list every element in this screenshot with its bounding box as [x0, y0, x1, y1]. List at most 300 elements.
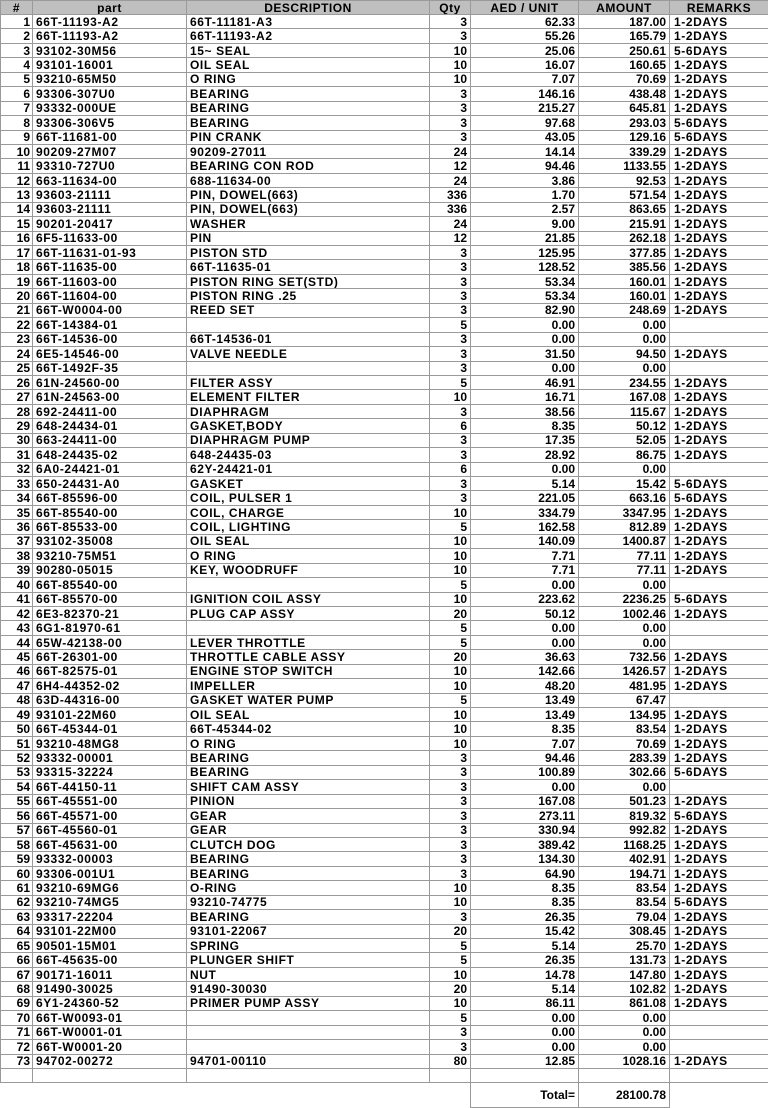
unit-price-cell: 14.78 [471, 967, 579, 981]
quantity-cell: 10 [430, 390, 471, 404]
row-number-cell: 24 [1, 347, 33, 361]
amount-cell: 861.08 [579, 996, 670, 1010]
remarks-cell: 1-2DAYS [670, 563, 768, 577]
unit-price-cell: 64.90 [471, 866, 579, 880]
table-row [1, 505, 768, 519]
unit-price-cell: 142.66 [471, 664, 579, 678]
quantity-cell: 3 [430, 361, 471, 375]
part-number-cell: 648-24435-02 [33, 448, 187, 462]
description-cell: O RING [187, 72, 430, 86]
unit-price-cell: 0.00 [471, 462, 579, 476]
unit-price-cell: 0.00 [471, 1011, 579, 1025]
description-cell: ELEMENT FILTER [187, 390, 430, 404]
table-row [1, 967, 768, 981]
spacer-cell [33, 1068, 187, 1082]
quantity-cell: 10 [430, 505, 471, 519]
description-cell: VALVE NEEDLE [187, 347, 430, 361]
part-number-cell: 66T-W0001-01 [33, 1025, 187, 1039]
amount-cell: 234.55 [579, 375, 670, 389]
row-number-cell: 50 [1, 722, 33, 736]
part-number-cell: 66T-45631-00 [33, 837, 187, 851]
spacer-cell [471, 1068, 579, 1082]
part-number-cell: 93210-75M51 [33, 549, 187, 563]
remarks-cell: 1-2DAYS [670, 823, 768, 837]
description-cell: O RING [187, 736, 430, 750]
unit-price-cell: 16.07 [471, 58, 579, 72]
amount-cell: 339.29 [579, 144, 670, 158]
description-cell: PLUG CAP ASSY [187, 606, 430, 620]
amount-cell: 15.42 [579, 477, 670, 491]
row-number-cell: 32 [1, 462, 33, 476]
part-number-cell: 663-11634-00 [33, 173, 187, 187]
table-footer [1, 1068, 768, 1107]
amount-cell: 1133.55 [579, 159, 670, 173]
amount-cell: 812.89 [579, 520, 670, 534]
unit-price-cell: 0.00 [471, 780, 579, 794]
table-row [1, 895, 768, 909]
table-row [1, 462, 768, 476]
part-number-cell: 692-24411-00 [33, 404, 187, 418]
row-number-cell: 65 [1, 939, 33, 953]
part-number-cell: 90209-27M07 [33, 144, 187, 158]
table-row [1, 433, 768, 447]
remarks-cell: 1-2DAYS [670, 794, 768, 808]
unit-price-cell: 86.11 [471, 996, 579, 1010]
row-number-cell: 60 [1, 866, 33, 880]
table-row [1, 621, 768, 635]
unit-price-cell: 26.35 [471, 910, 579, 924]
unit-price-cell: 0.00 [471, 621, 579, 635]
amount-cell: 0.00 [579, 578, 670, 592]
amount-cell: 0.00 [579, 1040, 670, 1054]
quantity-cell: 10 [430, 664, 471, 678]
quantity-cell: 3 [430, 87, 471, 101]
unit-price-cell: 48.20 [471, 679, 579, 693]
remarks-cell: 1-2DAYS [670, 260, 768, 274]
quantity-cell: 3 [430, 448, 471, 462]
table-row [1, 1054, 768, 1068]
unit-price-cell: 0.00 [471, 635, 579, 649]
row-number-cell: 39 [1, 563, 33, 577]
remarks-cell: 1-2DAYS [670, 419, 768, 433]
table-row [1, 159, 768, 173]
header-part: part [33, 1, 187, 15]
quantity-cell: 20 [430, 606, 471, 620]
remarks-cell: 1-2DAYS [670, 996, 768, 1010]
unit-price-cell: 94.46 [471, 751, 579, 765]
unit-price-cell: 7.07 [471, 736, 579, 750]
row-number-cell: 37 [1, 534, 33, 548]
header-aed-unit: AED / UNIT [471, 1, 579, 15]
part-number-cell: 91490-30025 [33, 982, 187, 996]
description-cell: BEARING [187, 87, 430, 101]
table-row [1, 246, 768, 260]
part-number-cell: 66T-45571-00 [33, 809, 187, 823]
row-number-cell: 36 [1, 520, 33, 534]
part-number-cell: 90280-05015 [33, 563, 187, 577]
amount-cell: 819.32 [579, 809, 670, 823]
quantity-cell: 3 [430, 130, 471, 144]
amount-cell: 1400.87 [579, 534, 670, 548]
remarks-cell: 1-2DAYS [670, 448, 768, 462]
unit-price-cell: 0.00 [471, 361, 579, 375]
quantity-cell: 10 [430, 722, 471, 736]
unit-price-cell: 221.05 [471, 491, 579, 505]
description-cell: 93210-74775 [187, 895, 430, 909]
quantity-cell: 3 [430, 29, 471, 43]
row-number-cell: 27 [1, 390, 33, 404]
row-number-cell: 14 [1, 202, 33, 216]
table-row [1, 852, 768, 866]
description-cell: BEARING [187, 866, 430, 880]
part-number-cell: 66T-85596-00 [33, 491, 187, 505]
unit-price-cell: 13.49 [471, 693, 579, 707]
quantity-cell: 10 [430, 736, 471, 750]
amount-cell: 248.69 [579, 303, 670, 317]
row-number-cell: 2 [1, 29, 33, 43]
description-cell: IGNITION COIL ASSY [187, 592, 430, 606]
remarks-cell: 1-2DAYS [670, 982, 768, 996]
table-row [1, 679, 768, 693]
table-row [1, 1025, 768, 1039]
remarks-cell: 5-6DAYS [670, 116, 768, 130]
part-number-cell: 66T-45635-00 [33, 953, 187, 967]
part-number-cell: 66T-11635-00 [33, 260, 187, 274]
row-number-cell: 61 [1, 881, 33, 895]
table-row [1, 29, 768, 43]
description-cell: 66T-11181-A3 [187, 15, 430, 29]
part-number-cell: 66T-85540-00 [33, 505, 187, 519]
unit-price-cell: 3.86 [471, 173, 579, 187]
row-number-cell: 66 [1, 953, 33, 967]
description-cell: BEARING [187, 116, 430, 130]
amount-cell: 94.50 [579, 347, 670, 361]
table-row [1, 15, 768, 29]
part-number-cell: 93210-69MG6 [33, 881, 187, 895]
amount-cell: 293.03 [579, 116, 670, 130]
amount-cell: 250.61 [579, 43, 670, 57]
table-row [1, 924, 768, 938]
quantity-cell: 3 [430, 101, 471, 115]
part-number-cell: 6E5-14546-00 [33, 347, 187, 361]
remarks-cell: 1-2DAYS [670, 650, 768, 664]
table-row [1, 650, 768, 664]
description-cell: COIL, CHARGE [187, 505, 430, 519]
table-row [1, 477, 768, 491]
amount-cell: 129.16 [579, 130, 670, 144]
remarks-cell: 1-2DAYS [670, 231, 768, 245]
quantity-cell: 20 [430, 650, 471, 664]
table-row [1, 592, 768, 606]
unit-price-cell: 128.52 [471, 260, 579, 274]
description-cell: O RING [187, 549, 430, 563]
description-cell: O-RING [187, 881, 430, 895]
amount-cell: 160.65 [579, 58, 670, 72]
quantity-cell: 5 [430, 621, 471, 635]
table-row [1, 188, 768, 202]
remarks-cell: 1-2DAYS [670, 29, 768, 43]
row-number-cell: 13 [1, 188, 33, 202]
row-number-cell: 8 [1, 116, 33, 130]
part-number-cell: 6H4-44352-02 [33, 679, 187, 693]
part-number-cell: 93603-21111 [33, 188, 187, 202]
header-number: # [1, 1, 33, 15]
amount-cell: 160.01 [579, 289, 670, 303]
part-number-cell: 66T-82575-01 [33, 664, 187, 678]
part-number-cell: 6E3-82370-21 [33, 606, 187, 620]
unit-price-cell: 1.70 [471, 188, 579, 202]
table-row [1, 549, 768, 563]
amount-cell: 194.71 [579, 866, 670, 880]
row-number-cell: 29 [1, 419, 33, 433]
row-number-cell: 57 [1, 823, 33, 837]
table-row [1, 866, 768, 880]
unit-price-cell: 330.94 [471, 823, 579, 837]
description-cell: 66T-11193-A2 [187, 29, 430, 43]
description-cell: BEARING CON ROD [187, 159, 430, 173]
part-number-cell: 93210-74MG5 [33, 895, 187, 909]
amount-cell: 167.08 [579, 390, 670, 404]
description-cell [187, 578, 430, 592]
amount-cell: 83.54 [579, 881, 670, 895]
remarks-cell [670, 635, 768, 649]
spacer-cell [579, 1068, 670, 1082]
table-row [1, 578, 768, 592]
remarks-cell: 1-2DAYS [670, 289, 768, 303]
blank-cell [187, 1082, 430, 1107]
table-body [1, 15, 768, 1069]
header-description: DESCRIPTION [187, 1, 430, 15]
description-cell [187, 1040, 430, 1054]
amount-cell: 83.54 [579, 895, 670, 909]
amount-cell: 0.00 [579, 635, 670, 649]
table-row [1, 910, 768, 924]
description-cell: PLUNGER SHIFT [187, 953, 430, 967]
table-row [1, 144, 768, 158]
quantity-cell: 5 [430, 578, 471, 592]
remarks-cell: 5-6DAYS [670, 130, 768, 144]
row-number-cell: 38 [1, 549, 33, 563]
amount-cell: 160.01 [579, 274, 670, 288]
remarks-cell: 1-2DAYS [670, 520, 768, 534]
table-row [1, 173, 768, 187]
row-number-cell: 58 [1, 837, 33, 851]
description-cell: PINION [187, 794, 430, 808]
quantity-cell: 336 [430, 202, 471, 216]
amount-cell: 50.12 [579, 419, 670, 433]
table-row [1, 72, 768, 86]
description-cell: 90209-27011 [187, 144, 430, 158]
amount-cell: 1168.25 [579, 837, 670, 851]
unit-price-cell: 7.71 [471, 563, 579, 577]
quantity-cell: 3 [430, 780, 471, 794]
remarks-cell: 1-2DAYS [670, 188, 768, 202]
row-number-cell: 16 [1, 231, 33, 245]
unit-price-cell: 146.16 [471, 87, 579, 101]
unit-price-cell: 0.00 [471, 332, 579, 346]
remarks-cell: 1-2DAYS [670, 505, 768, 519]
unit-price-cell: 215.27 [471, 101, 579, 115]
unit-price-cell: 223.62 [471, 592, 579, 606]
table-row [1, 101, 768, 115]
remarks-cell: 1-2DAYS [670, 72, 768, 86]
part-number-cell: 6G1-81970-61 [33, 621, 187, 635]
amount-cell: 52.05 [579, 433, 670, 447]
row-number-cell: 9 [1, 130, 33, 144]
amount-cell: 0.00 [579, 1025, 670, 1039]
description-cell: 648-24435-03 [187, 448, 430, 462]
remarks-cell: 1-2DAYS [670, 303, 768, 317]
remarks-cell: 1-2DAYS [670, 87, 768, 101]
description-cell: 62Y-24421-01 [187, 462, 430, 476]
remarks-cell: 1-2DAYS [670, 866, 768, 880]
part-number-cell: 66T-11603-00 [33, 274, 187, 288]
part-number-cell: 66T-44150-11 [33, 780, 187, 794]
row-number-cell: 59 [1, 852, 33, 866]
unit-price-cell: 273.11 [471, 809, 579, 823]
row-number-cell: 64 [1, 924, 33, 938]
table-row [1, 231, 768, 245]
row-number-cell: 71 [1, 1025, 33, 1039]
remarks-cell: 1-2DAYS [670, 708, 768, 722]
description-cell: OIL SEAL [187, 58, 430, 72]
spacer-cell [670, 1068, 768, 1082]
row-number-cell: 47 [1, 679, 33, 693]
amount-cell: 92.53 [579, 173, 670, 187]
header-amount: AMOUNT [579, 1, 670, 15]
row-number-cell: 33 [1, 477, 33, 491]
unit-price-cell: 140.09 [471, 534, 579, 548]
remarks-cell: 1-2DAYS [670, 967, 768, 981]
quantity-cell: 3 [430, 15, 471, 29]
description-cell: BEARING [187, 101, 430, 115]
total-value: 28100.78 [579, 1082, 670, 1107]
quantity-cell: 3 [430, 433, 471, 447]
table-row [1, 375, 768, 389]
amount-cell: 0.00 [579, 1011, 670, 1025]
row-number-cell: 68 [1, 982, 33, 996]
quantity-cell: 24 [430, 217, 471, 231]
remarks-cell [670, 780, 768, 794]
description-cell: 93101-22067 [187, 924, 430, 938]
description-cell: REED SET [187, 303, 430, 317]
description-cell: FILTER ASSY [187, 375, 430, 389]
remarks-cell: 1-2DAYS [670, 375, 768, 389]
quantity-cell: 3 [430, 332, 471, 346]
part-number-cell: 66T-14384-01 [33, 318, 187, 332]
amount-cell: 377.85 [579, 246, 670, 260]
part-number-cell: 93101-22M00 [33, 924, 187, 938]
part-number-cell: 66T-45344-01 [33, 722, 187, 736]
amount-cell: 402.91 [579, 852, 670, 866]
table-row [1, 809, 768, 823]
description-cell: 66T-11635-01 [187, 260, 430, 274]
description-cell: 91490-30030 [187, 982, 430, 996]
row-number-cell: 25 [1, 361, 33, 375]
remarks-cell: 1-2DAYS [670, 736, 768, 750]
description-cell: 66T-45344-02 [187, 722, 430, 736]
table-row [1, 939, 768, 953]
row-number-cell: 15 [1, 217, 33, 231]
row-number-cell: 44 [1, 635, 33, 649]
row-number-cell: 34 [1, 491, 33, 505]
row-number-cell: 7 [1, 101, 33, 115]
quantity-cell: 10 [430, 534, 471, 548]
remarks-cell: 1-2DAYS [670, 404, 768, 418]
description-cell: PIN [187, 231, 430, 245]
unit-price-cell: 7.71 [471, 549, 579, 563]
part-number-cell: 66T-11193-A2 [33, 29, 187, 43]
amount-cell: 147.80 [579, 967, 670, 981]
description-cell: GASKET,BODY [187, 419, 430, 433]
amount-cell: 187.00 [579, 15, 670, 29]
part-number-cell: 6F5-11633-00 [33, 231, 187, 245]
amount-cell: 0.00 [579, 462, 670, 476]
part-number-cell: 93210-48MG8 [33, 736, 187, 750]
unit-price-cell: 334.79 [471, 505, 579, 519]
quantity-cell: 3 [430, 910, 471, 924]
row-number-cell: 30 [1, 433, 33, 447]
part-number-cell: 93332-00001 [33, 751, 187, 765]
remarks-cell: 1-2DAYS [670, 159, 768, 173]
remarks-cell: 1-2DAYS [670, 217, 768, 231]
remarks-cell: 1-2DAYS [670, 534, 768, 548]
table-row [1, 881, 768, 895]
unit-price-cell: 25.06 [471, 43, 579, 57]
remarks-cell: 1-2DAYS [670, 58, 768, 72]
description-cell: 15~ SEAL [187, 43, 430, 57]
unit-price-cell: 8.35 [471, 895, 579, 909]
description-cell: 94701-00110 [187, 1054, 430, 1068]
remarks-cell: 1-2DAYS [670, 144, 768, 158]
unit-price-cell: 26.35 [471, 953, 579, 967]
description-cell [187, 318, 430, 332]
part-number-cell: 93317-22204 [33, 910, 187, 924]
unit-price-cell: 43.05 [471, 130, 579, 144]
quantity-cell: 3 [430, 404, 471, 418]
table-row [1, 765, 768, 779]
blank-cell [1, 1082, 33, 1107]
description-cell: COIL, PULSER 1 [187, 491, 430, 505]
table-row [1, 606, 768, 620]
amount-cell: 2236.25 [579, 592, 670, 606]
remarks-cell: 5-6DAYS [670, 43, 768, 57]
row-number-cell: 35 [1, 505, 33, 519]
amount-cell: 1028.16 [579, 1054, 670, 1068]
table-row [1, 722, 768, 736]
quantity-cell: 3 [430, 289, 471, 303]
remarks-cell: 5-6DAYS [670, 477, 768, 491]
amount-cell: 262.18 [579, 231, 670, 245]
unit-price-cell: 8.35 [471, 419, 579, 433]
remarks-cell: 1-2DAYS [670, 606, 768, 620]
description-cell: GASKET WATER PUMP [187, 693, 430, 707]
table-row [1, 491, 768, 505]
quantity-cell: 24 [430, 144, 471, 158]
spacer-cell [430, 1068, 471, 1082]
part-number-cell: 66T-26301-00 [33, 650, 187, 664]
remarks-cell: 1-2DAYS [670, 924, 768, 938]
unit-price-cell: 9.00 [471, 217, 579, 231]
header-remarks: REMARKS [670, 1, 768, 15]
row-number-cell: 49 [1, 708, 33, 722]
amount-cell: 1002.46 [579, 606, 670, 620]
table-row [1, 390, 768, 404]
amount-cell: 115.67 [579, 404, 670, 418]
description-cell: NUT [187, 967, 430, 981]
remarks-cell [670, 361, 768, 375]
part-number-cell: 93210-65M50 [33, 72, 187, 86]
